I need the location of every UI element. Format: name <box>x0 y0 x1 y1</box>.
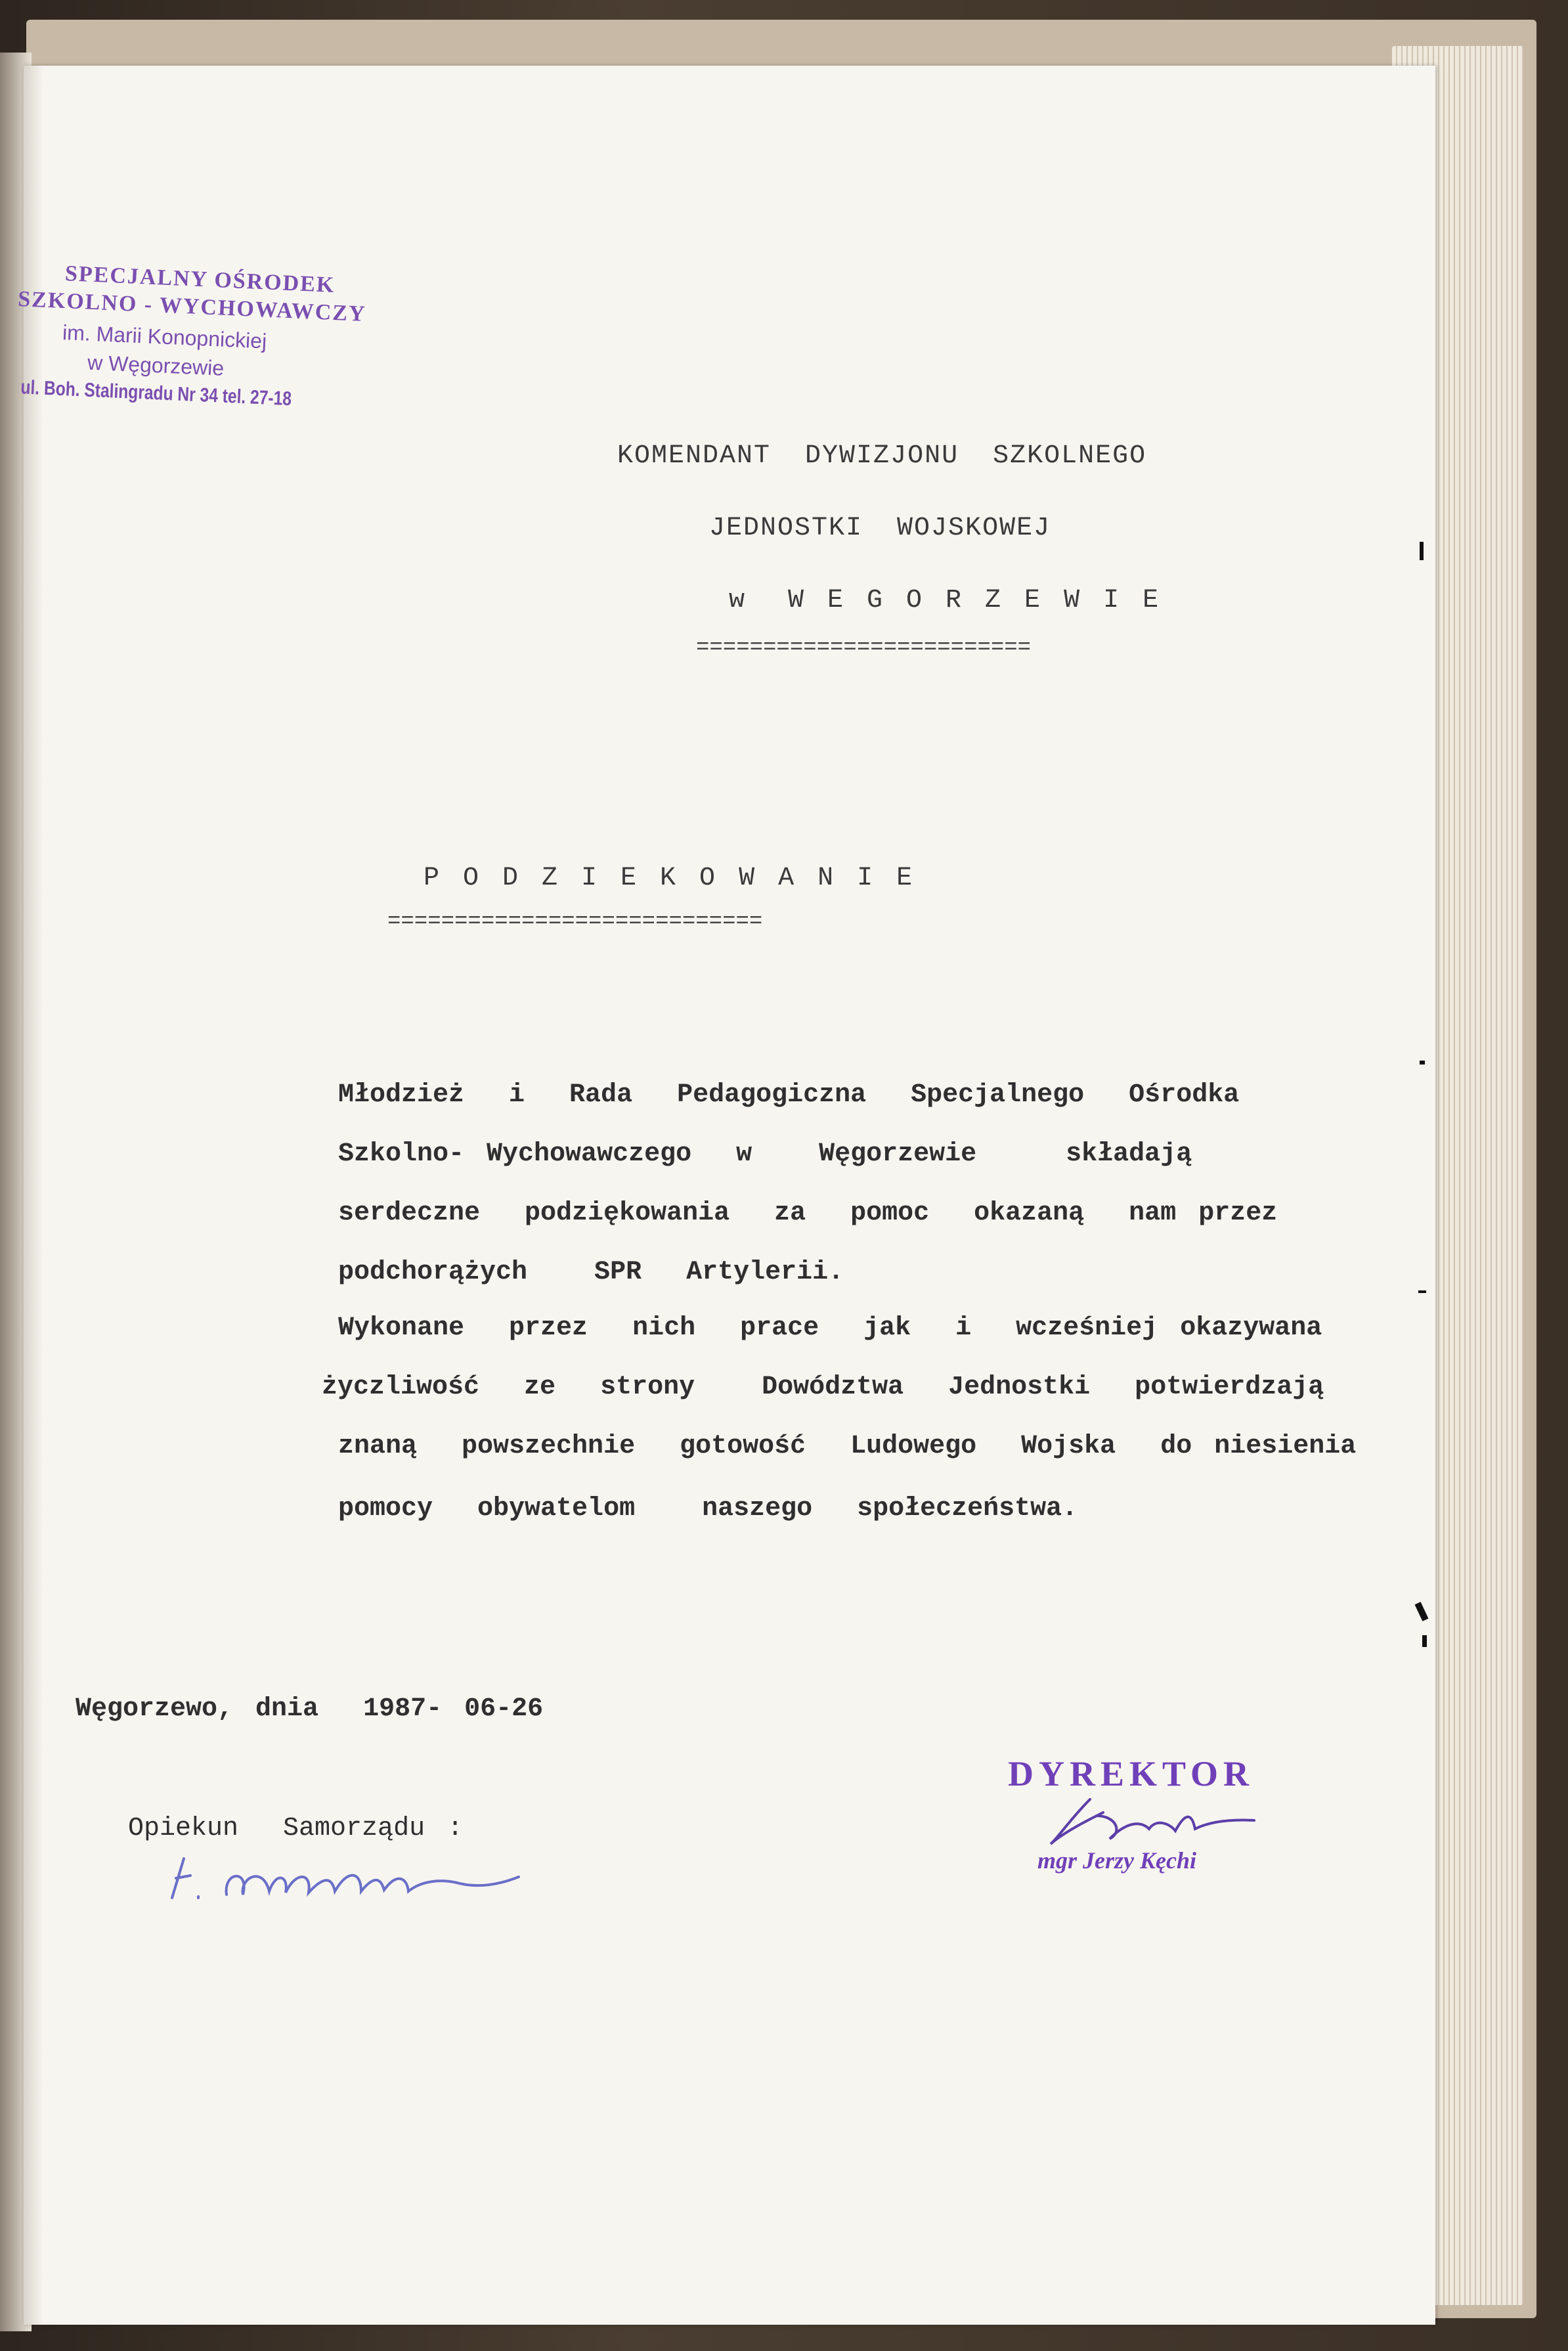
stamp-line-2: SZKOLNO - WYCHOWAWCZY <box>17 286 367 327</box>
body-line-1: Młodzież i Rada Pedagogiczna Specjalnego Ośrodka <box>338 1080 1240 1110</box>
body-line-3: serdeczne podziękowania za pomoc okazaną nam przez <box>338 1198 1278 1228</box>
guardian-signature <box>164 1832 532 1911</box>
body-line-2: Szkolno- Wychowawczego w Węgorzewie składają <box>338 1139 1192 1169</box>
margin-mark <box>1420 542 1424 560</box>
stamp-line-3: im. Marii Konopnickiej <box>62 320 267 353</box>
director-title-stamp: DYREKTOR <box>1008 1754 1255 1793</box>
margin-mark <box>1420 1061 1425 1065</box>
stamp-line-1: SPECJALNY OŚRODEK <box>64 261 336 297</box>
header-line-2: JEDNOSTKI WOJSKOWEJ <box>709 514 1051 543</box>
body-line-5: Wykonane przez nich prace jak i wcześniej okazywana <box>338 1313 1322 1343</box>
director-signature <box>1044 1793 1267 1852</box>
margin-mark <box>1418 1290 1426 1293</box>
date-line: Węgorzewo, dnia 1987- 06-26 <box>76 1694 544 1724</box>
document-title: P O D Z I E K O W A N I E <box>424 864 917 893</box>
body-line-8: pomocy obywatelom naszego społeczeństwa. <box>338 1494 1078 1524</box>
guardian-label: Opiekun Samorządu : <box>128 1814 464 1843</box>
title-rule: ============================ <box>387 910 763 934</box>
director-name-stamp: mgr Jerzy Kęchi <box>1037 1847 1196 1874</box>
body-line-4: podchorążych SPR Artylerii. <box>338 1258 844 1287</box>
stamp-line-4: w Węgorzewie <box>87 350 225 380</box>
margin-mark <box>1422 1635 1427 1647</box>
header-line-3: w W E G O R Z E W I E <box>729 586 1163 615</box>
guardian-signature-scribble <box>164 1832 532 1911</box>
director-signature-scribble <box>1044 1793 1267 1852</box>
body-line-6: życzliwość ze strony Dowództwa Jednostki potwierdzają <box>322 1373 1324 1402</box>
header-line-1: KOMENDANT DYWIZJONU SZKOLNEGO <box>617 441 1147 471</box>
stamp-line-5: ul. Boh. Stalingradu Nr 34 tel. 27-18 <box>20 376 292 410</box>
body-line-7: znaną powszechnie gotowość Ludowego Wojska do niesienia <box>338 1432 1357 1461</box>
school-stamp <box>12 259 387 446</box>
header-rule: ========================= <box>696 636 1032 661</box>
